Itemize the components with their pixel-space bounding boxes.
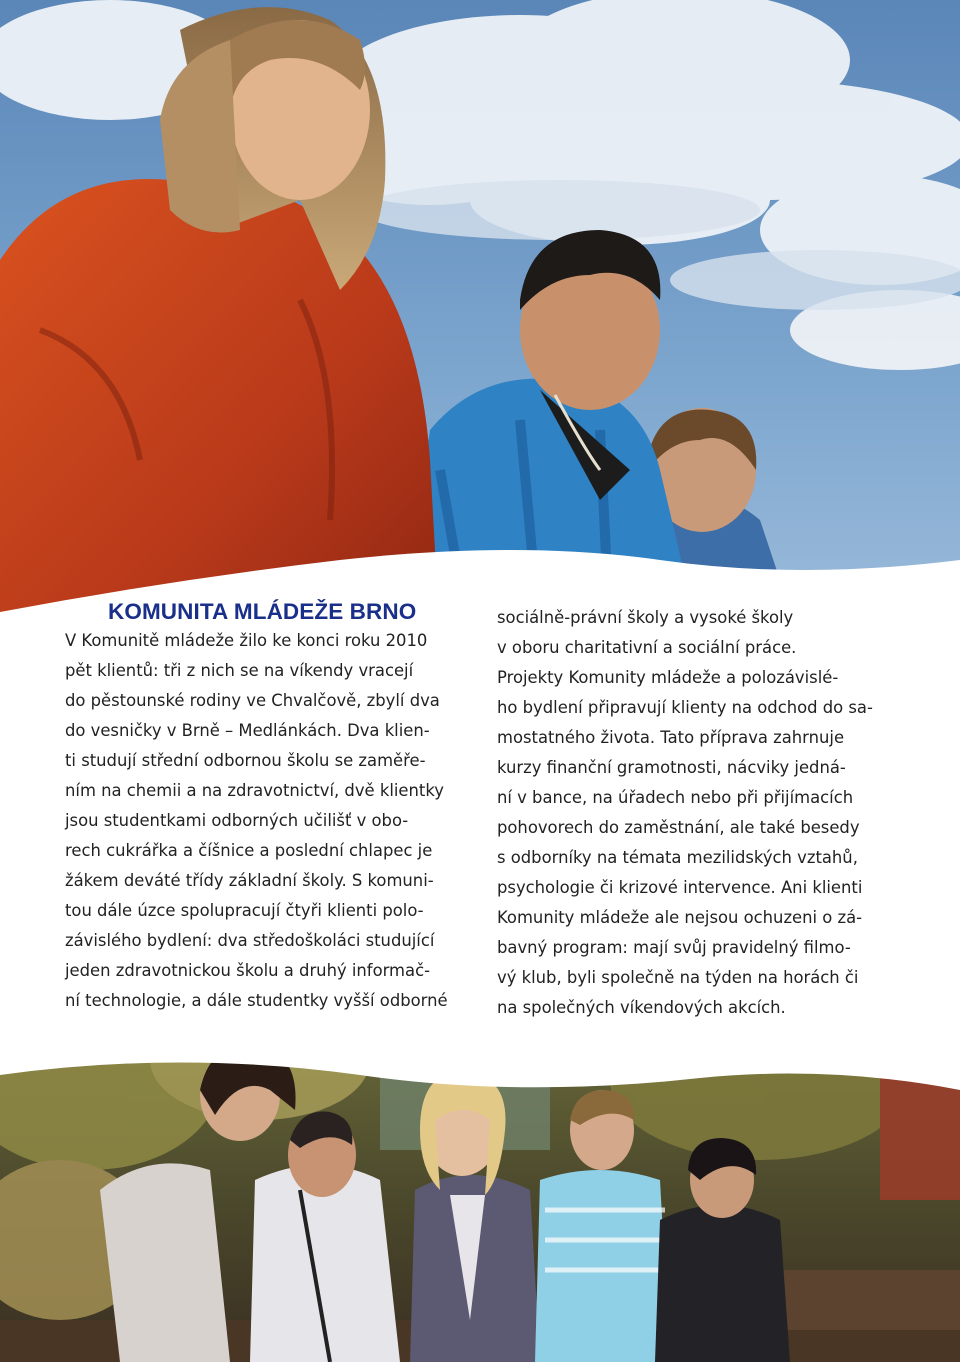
article-paragraph-left: V Komunitě mládeže žilo ke konci roku 2010 pět klientů: tři z nich se na víkendy vracejí do pěstounské rodiny ve Chvalčově, zbylí dva do vesničky v Brně – Medlánkách. Dva klien- ti studují střední odbornou školu se zaměře- ním na chemii a na zdravotnictví, dvě klientky jsou studentkami odborných učilišť v obo- rech cukrářka a číšnice a poslední chlapec je žákem deváté třídy základní školy. S komuni- tou dále úzce spolupracují čtyři klienti polo- závislého bydlení: dva středoškoláci studující jeden zdravotnickou školu a druhý informač- ní technologie, a dále studentky vyšší odborné (65, 631, 448, 1010)
photo-top-youth-sky (0, 0, 960, 640)
article-paragraph-right-2: Projekty Komunity mládeže a polozávislé- ho bydlení připravují klienty na odchod do sa- mostatného života. Tato příprava zahrnuje kurzy finanční gramotnosti, nácviky jedná- ní v bance, na úřadech nebo při přijímacích pohovorech do zaměstnání, ale také besedy s odborníky na témata mezilidských vztahů, psychologie či krizové intervence. Ani klienti Komunity mládeže ale nejsou ochuzeni o zá- bavný program: mají svůj pravidelný filmo- vý klub, byli společně na týden na horách či na společných víkendových akcích. (497, 668, 873, 1017)
article-paragraph-right-1: sociálně-právní školy a vysoké školy v oboru charitativní a sociální práce. (497, 608, 797, 657)
photo-bottom-group (0, 1020, 960, 1362)
article-column-right (497, 598, 897, 1023)
article-title: KOMUNITA MLÁDEŽE BRNO (108, 599, 417, 624)
article-column-left (65, 598, 467, 1016)
article (0, 598, 960, 1018)
